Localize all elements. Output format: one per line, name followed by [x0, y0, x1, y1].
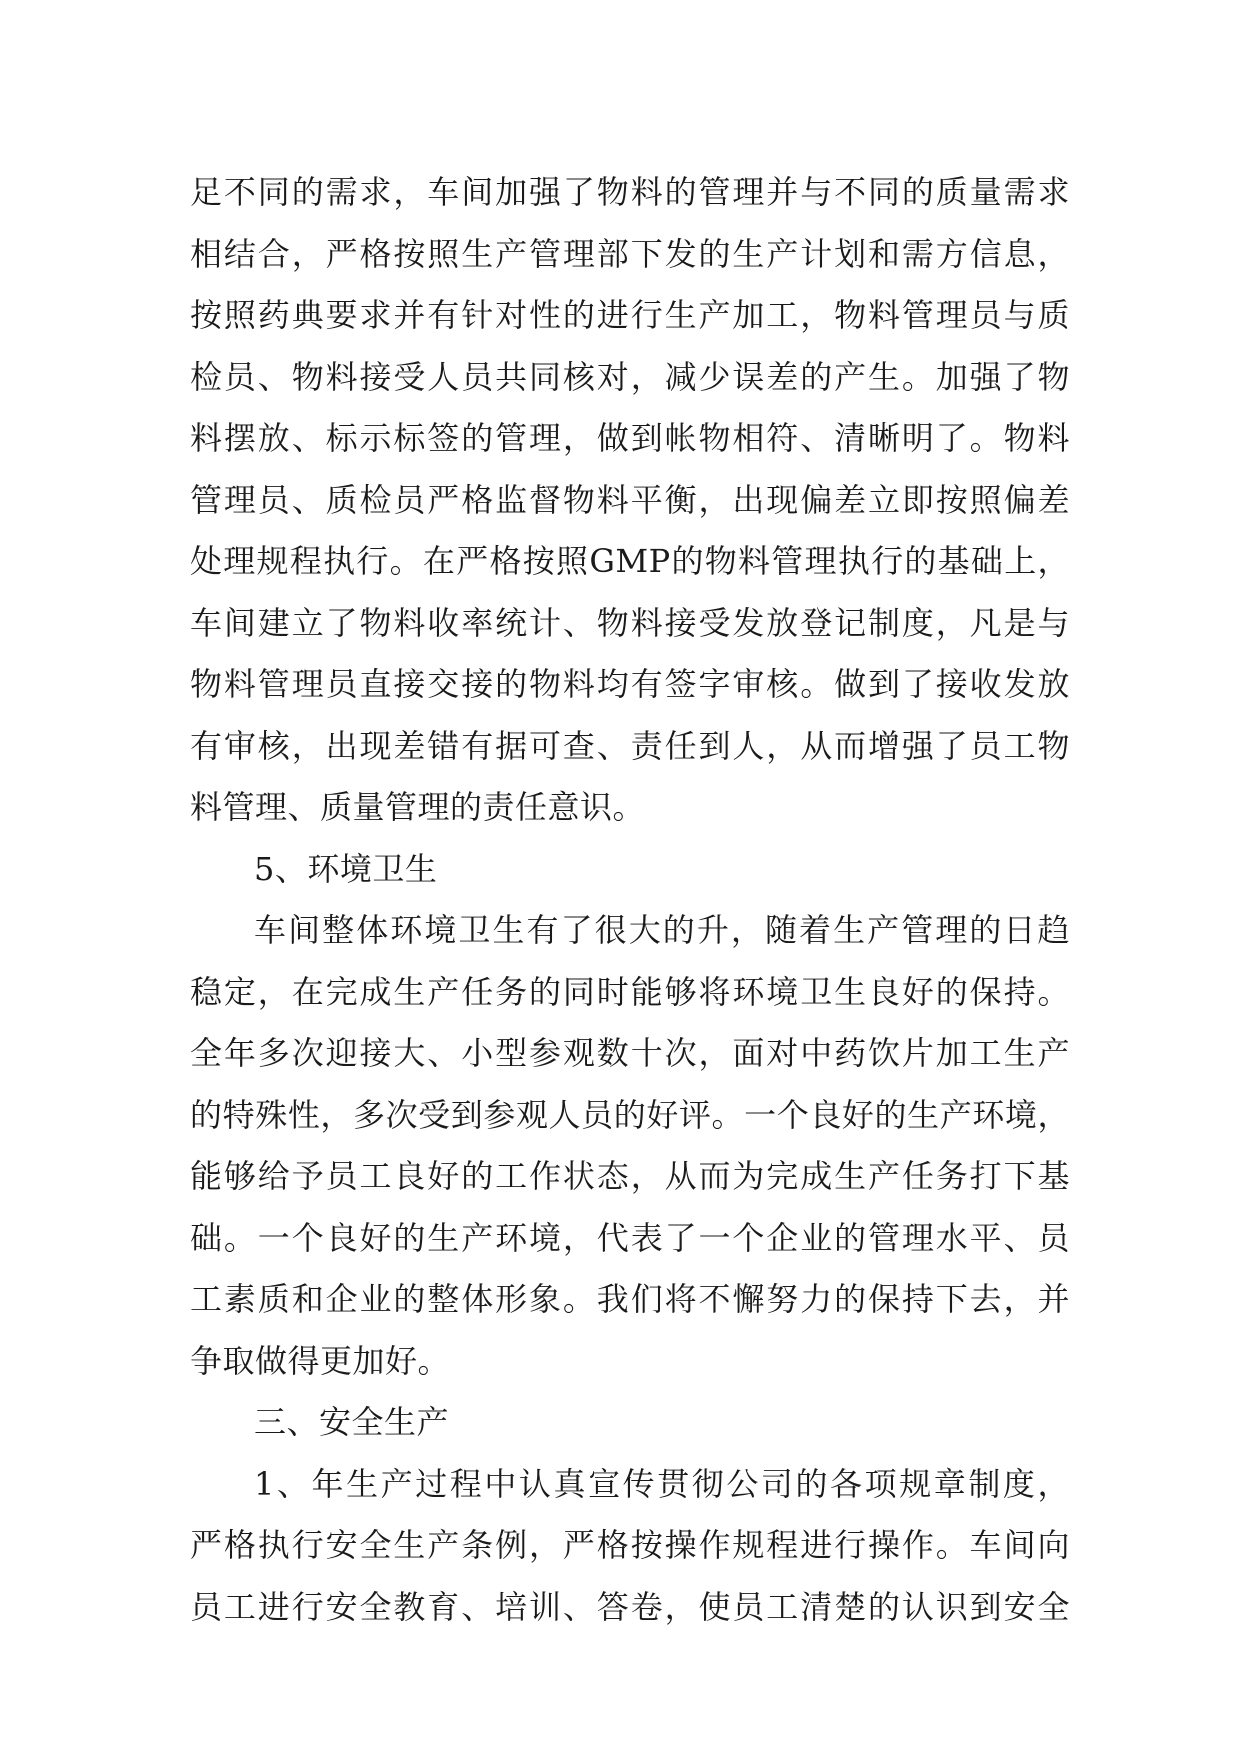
text-line: 处理规程执行。在严格按照GMP的物料管理执行的基础上，	[190, 542, 1070, 580]
text-line: 物料管理员直接交接的物料均有签字审核。做到了接收发放	[190, 665, 1070, 703]
text-line: 工素质和企业的整体形象。我们将不懈努力的保持下去，并	[190, 1280, 1070, 1318]
text-line: 能够给予员工良好的工作状态，从而为完成生产任务打下基	[190, 1157, 1070, 1195]
text-line: 稳定，在完成生产任务的同时能够将环境卫生良好的保持。	[190, 972, 1070, 1011]
text-line: 员工进行安全教育、培训、答卷，使员工清楚的认识到安全	[190, 1587, 1070, 1626]
text-line: 车间建立了物料收率统计、物料接受发放登记制度，凡是与	[190, 603, 1070, 642]
section-heading: 5、环境卫生	[254, 849, 438, 888]
text-line: 足不同的需求，车间加强了物料的管理并与不同的质量需求	[190, 173, 1070, 211]
text-line: 相结合，严格按照生产管理部下发的生产计划和需方信息，	[190, 234, 1070, 273]
text-line: 检员、物料接受人员共同核对，减少误差的产生。加强了物	[190, 357, 1070, 396]
text-line: 料摆放、标示标签的管理，做到帐物相符、清晰明了。物料	[190, 419, 1070, 457]
text-line: 车间整体环境卫生有了很大的升，随着生产管理的日趋	[254, 911, 1070, 949]
text-line: 有审核，出现差错有据可查、责任到人，从而增强了员工物	[190, 726, 1070, 765]
text-line: 1、年生产过程中认真宣传贯彻公司的各项规章制度，	[254, 1464, 1070, 1503]
text-line: 础。一个良好的生产环境，代表了一个企业的管理水平、员	[190, 1218, 1070, 1257]
document-body	[190, 162, 1070, 1638]
text-line: 的特殊性，多次受到参观人员的好评。一个良好的生产环境，	[190, 1095, 1070, 1134]
text-line: 争取做得更加好。	[190, 1341, 451, 1380]
text-line: 全年多次迎接大、小型参观数十次，面对中药饮片加工生产	[190, 1034, 1070, 1072]
text-line: 料管理、质量管理的责任意识。	[190, 788, 646, 826]
section-heading: 三、安全生产	[254, 1403, 450, 1441]
text-line: 按照药典要求并有针对性的进行生产加工，物料管理员与质	[190, 296, 1070, 334]
text-line: 管理员、质检员严格监督物料平衡，出现偏差立即按照偏差	[190, 480, 1070, 519]
text-line: 严格执行安全生产条例，严格按操作规程进行操作。车间向	[190, 1526, 1070, 1564]
